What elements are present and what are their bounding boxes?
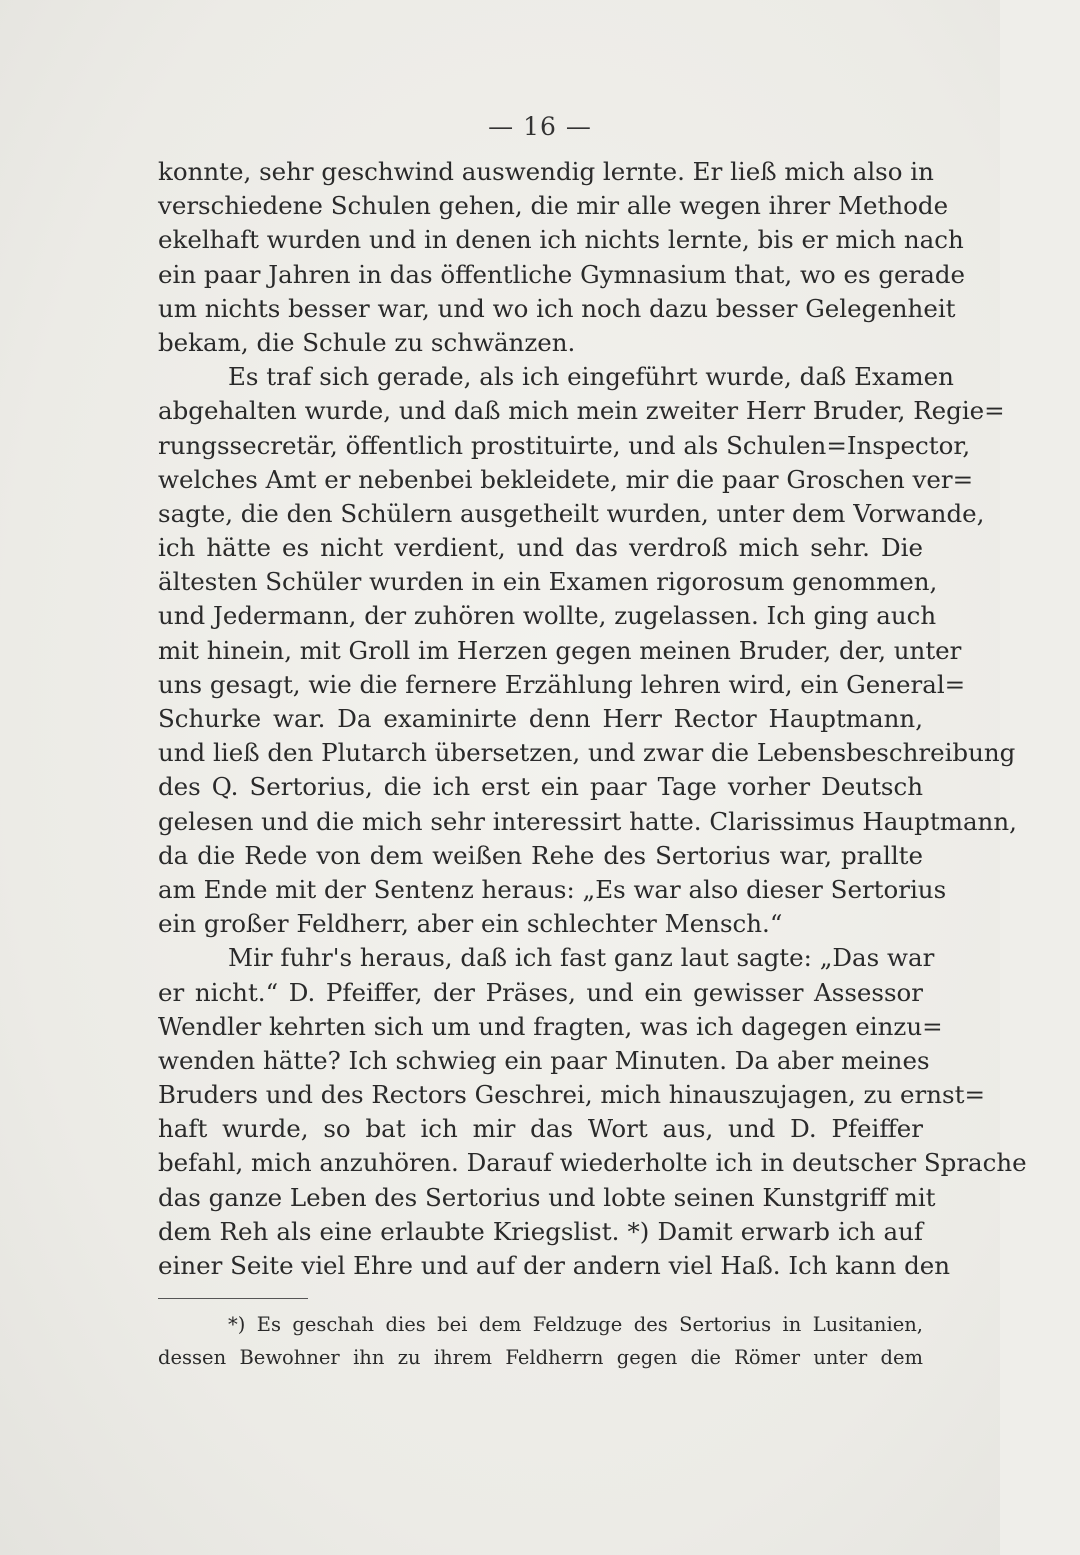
text-line: ich hätte es nicht verdient, und das verdroß mich sehr. Die xyxy=(158,533,923,563)
text-line: welches Amt er nebenbei bekleidete, mir die paar Groschen ver= xyxy=(158,464,974,494)
text-line: rungssecretär, öffentlich prostituirte, und als Schulen=Inspector, xyxy=(158,430,971,460)
text-line: mit hinein, mit Groll im Herzen gegen meinen Bruder, der, unter xyxy=(158,635,962,665)
main-text-block xyxy=(158,155,1027,1283)
text-line: uns gesagt, wie die fernere Erzählung lehren wird, ein General= xyxy=(158,669,966,699)
text-line: und Jedermann, der zuhören wollte, zugelassen. Ich ging auch xyxy=(158,601,937,631)
text-line: Bruders und des Rectors Geschrei, mich hinauszujagen, zu ernst= xyxy=(158,1080,985,1110)
text-line: das ganze Leben des Sertorius und lobte seinen Kunstgriff mit xyxy=(158,1182,936,1212)
text-line: Wendler kehrten sich um und fragten, was ich dagegen einzu= xyxy=(158,1011,943,1041)
text-line: ekelhaft wurden und in denen ich nichts lernte, bis er mich nach xyxy=(158,225,964,255)
text-line: des Q. Sertorius, die ich erst ein paar Tage vorher Deutsch xyxy=(158,772,923,802)
text-line: haft wurde, so bat ich mir das Wort aus, und D. Pfeiffer xyxy=(158,1114,923,1144)
text-line: verschiedene Schulen gehen, die mir alle wegen ihrer Methode xyxy=(158,191,949,221)
text-line: sagte, die den Schülern ausgetheilt wurden, unter dem Vorwande, xyxy=(158,498,985,528)
text-line: abgehalten wurde, und daß mich mein zweiter Herr Bruder, Regie= xyxy=(158,396,1005,426)
text-line: gelesen und die mich sehr interessirt hatte. Clarissimus Hauptmann, xyxy=(158,806,1017,836)
text-line: ein paar Jahren in das öffentliche Gymnasium that, wo es gerade xyxy=(158,259,966,289)
text-line: Es traf sich gerade, als ich eingeführt wurde, daß Examen xyxy=(228,362,954,392)
text-line: einer Seite viel Ehre und auf der andern viel Haß. Ich kann den xyxy=(158,1251,951,1280)
text-line: am Ende mit der Sentenz heraus: „Es war also dieser Sertorius xyxy=(158,874,947,904)
text-line: ein großer Feldherr, aber ein schlechter Mensch.“ xyxy=(158,909,783,939)
footnote-line: dessen Bewohner ihn zu ihrem Feldherrn gegen die Römer unter dem xyxy=(158,1346,923,1369)
text-line: um nichts besser war, und wo ich noch dazu besser Gelegenheit xyxy=(158,293,956,323)
text-line: konnte, sehr geschwind auswendig lernte. Er ließ mich also in xyxy=(158,157,934,186)
footnote-block xyxy=(158,1308,923,1374)
text-line: Mir fuhr's heraus, daß ich fast ganz laut sagte: „Das war xyxy=(228,943,935,973)
footnote-line: *) Es geschah dies bei dem Feldzuge des Sertorius in Lusitanien, xyxy=(228,1313,923,1336)
footnote-divider xyxy=(158,1298,308,1299)
text-line: er nicht.“ D. Pfeiffer, der Präses, und ein gewisser Assessor xyxy=(158,977,923,1007)
text-line: und ließ den Plutarch übersetzen, und zwar die Lebensbeschreibung xyxy=(158,738,1016,768)
text-line: da die Rede von dem weißen Rehe des Sertorius war, prallte xyxy=(158,840,923,870)
text-line: Schurke war. Da examinirte denn Herr Rector Hauptmann, xyxy=(158,704,923,733)
text-line: wenden hätte? Ich schwieg ein paar Minuten. Da aber meines xyxy=(158,1045,930,1075)
text-line: befahl, mich anzuhören. Darauf wiederholte ich in deutscher Sprache xyxy=(158,1148,1027,1178)
text-line: ältesten Schüler wurden in ein Examen rigorosum genommen, xyxy=(158,567,938,597)
text-line: dem Reh als eine erlaubte Kriegslist. *) Damit erwarb ich auf xyxy=(158,1216,923,1246)
text-line: bekam, die Schule zu schwänzen. xyxy=(158,327,576,357)
page-number: — 16 — xyxy=(488,112,592,141)
